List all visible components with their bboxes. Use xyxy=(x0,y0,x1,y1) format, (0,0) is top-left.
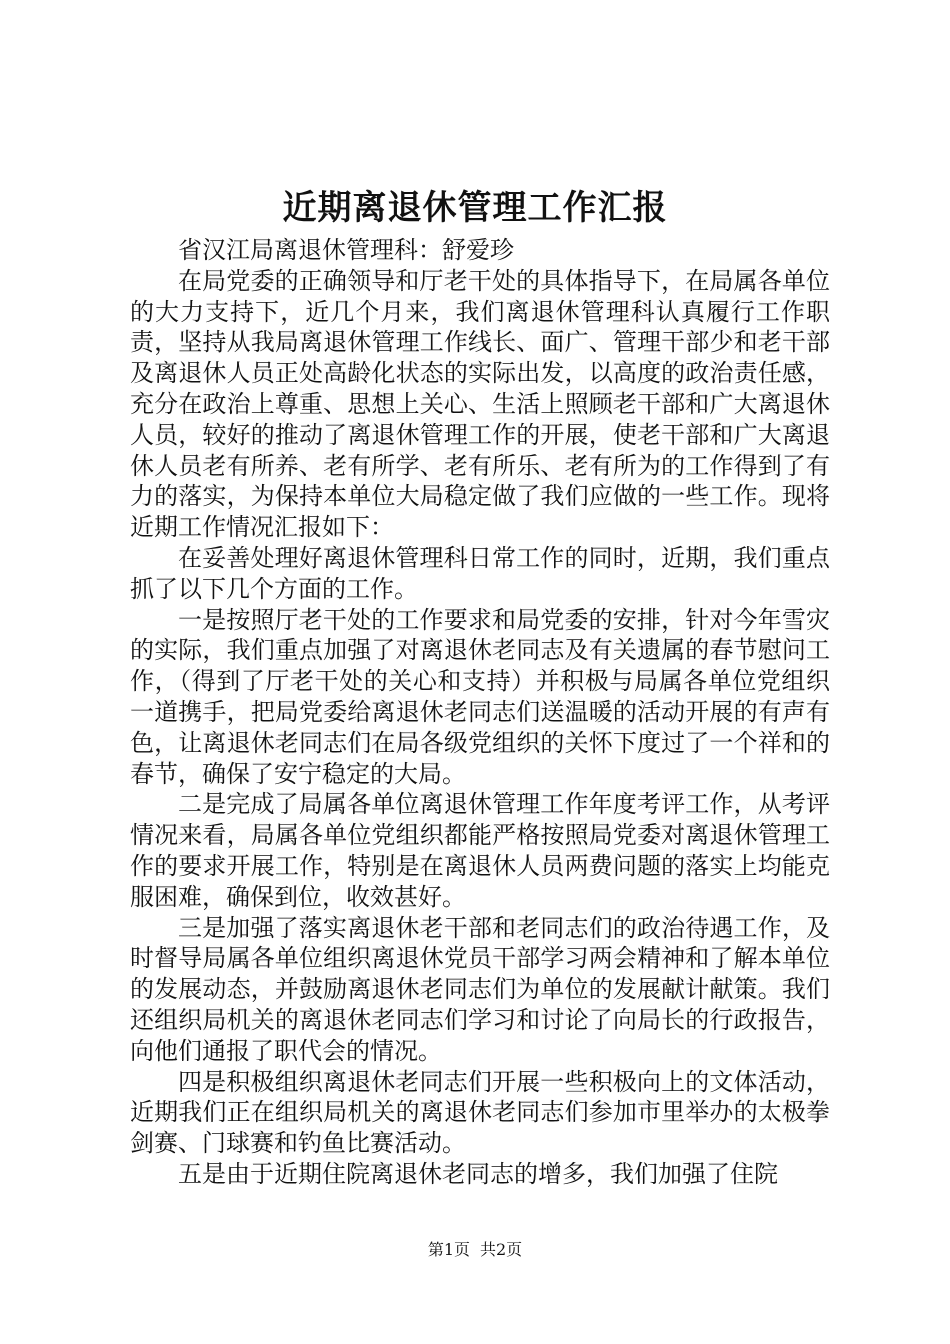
body-paragraph: 在局党委的正确领导和厅老干处的具体指导下，在局属各单位的大力支持下，近几个月来，我们离退休管理科认真履行工作职责，坚持从我局离退休管理工作线长、面广、管理干部少和老干部及离退休人员正处高龄化状态的实际出发，以高度的政治责任感，充分在政治上尊重、思想上关心、生活上照顾老干部和广大离退休人员，较好的推动了离退休管理工作的开展，使老干部和广大离退休人员老有所养、老有所学、老有所乐、老有所为的工作得到了有力的落实，为保持本单位大局稳定做了我们应做的一些工作。现将近期工作情况汇报如下： xyxy=(130,266,830,542)
body-paragraph: 三是加强了落实离退休老干部和老同志们的政治待遇工作，及时督导局属各单位组织离退休党员干部学习两会精神和了解本单位的发展动态，并鼓励离退休老同志们为单位的发展献计献策。我们还组织局机关的离退休老同志们学习和讨论了向局长的行政报告，向他们通报了职代会的情况。 xyxy=(130,913,830,1065)
page-number: 第1页 xyxy=(427,1240,470,1259)
author-line: 省汉江局离退休管理科：舒爱珍 xyxy=(178,236,514,264)
body-paragraph: 四是积极组织离退休老同志们开展一些积极向上的文体活动，近期我们正在组织局机关的离退休老同志们参加市里举办的太极拳剑赛、门球赛和钓鱼比赛活动。 xyxy=(130,1067,830,1158)
body-paragraph: 二是完成了局属各单位离退休管理工作年度考评工作，从考评情况来看，局属各单位党组织都能严格按照局党委对离退休管理工作的要求开展工作，特别是在离退休人员两费问题的落实上均能克服困难，确保到位，收效甚好。 xyxy=(130,790,830,911)
body-paragraph: 五是由于近期住院离退休老同志的增多，我们加强了住院 xyxy=(178,1159,778,1188)
document-body xyxy=(130,235,830,1190)
document-title: 近期离退休管理工作汇报 xyxy=(282,188,668,228)
page-total: 共2页 xyxy=(480,1240,523,1259)
body-paragraph: 一是按照厅老干处的工作要求和局党委的安排，针对今年雪灾的实际，我们重点加强了对离退休老同志及有关遗属的春节慰问工作，（得到了厅老干处的关心和支持）并积极与局属各单位党组织一道携手，把局党委给离退休老同志们送温暖的活动开展的有声有色，让离退休老同志们在局各级党组织的关怀下度过了一个祥和的春节，确保了安宁稳定的大局。 xyxy=(130,605,830,788)
body-paragraph: 在妥善处理好离退休管理科日常工作的同时，近期，我们重点抓了以下几个方面的工作。 xyxy=(130,543,830,603)
page-footer xyxy=(0,1239,950,1261)
